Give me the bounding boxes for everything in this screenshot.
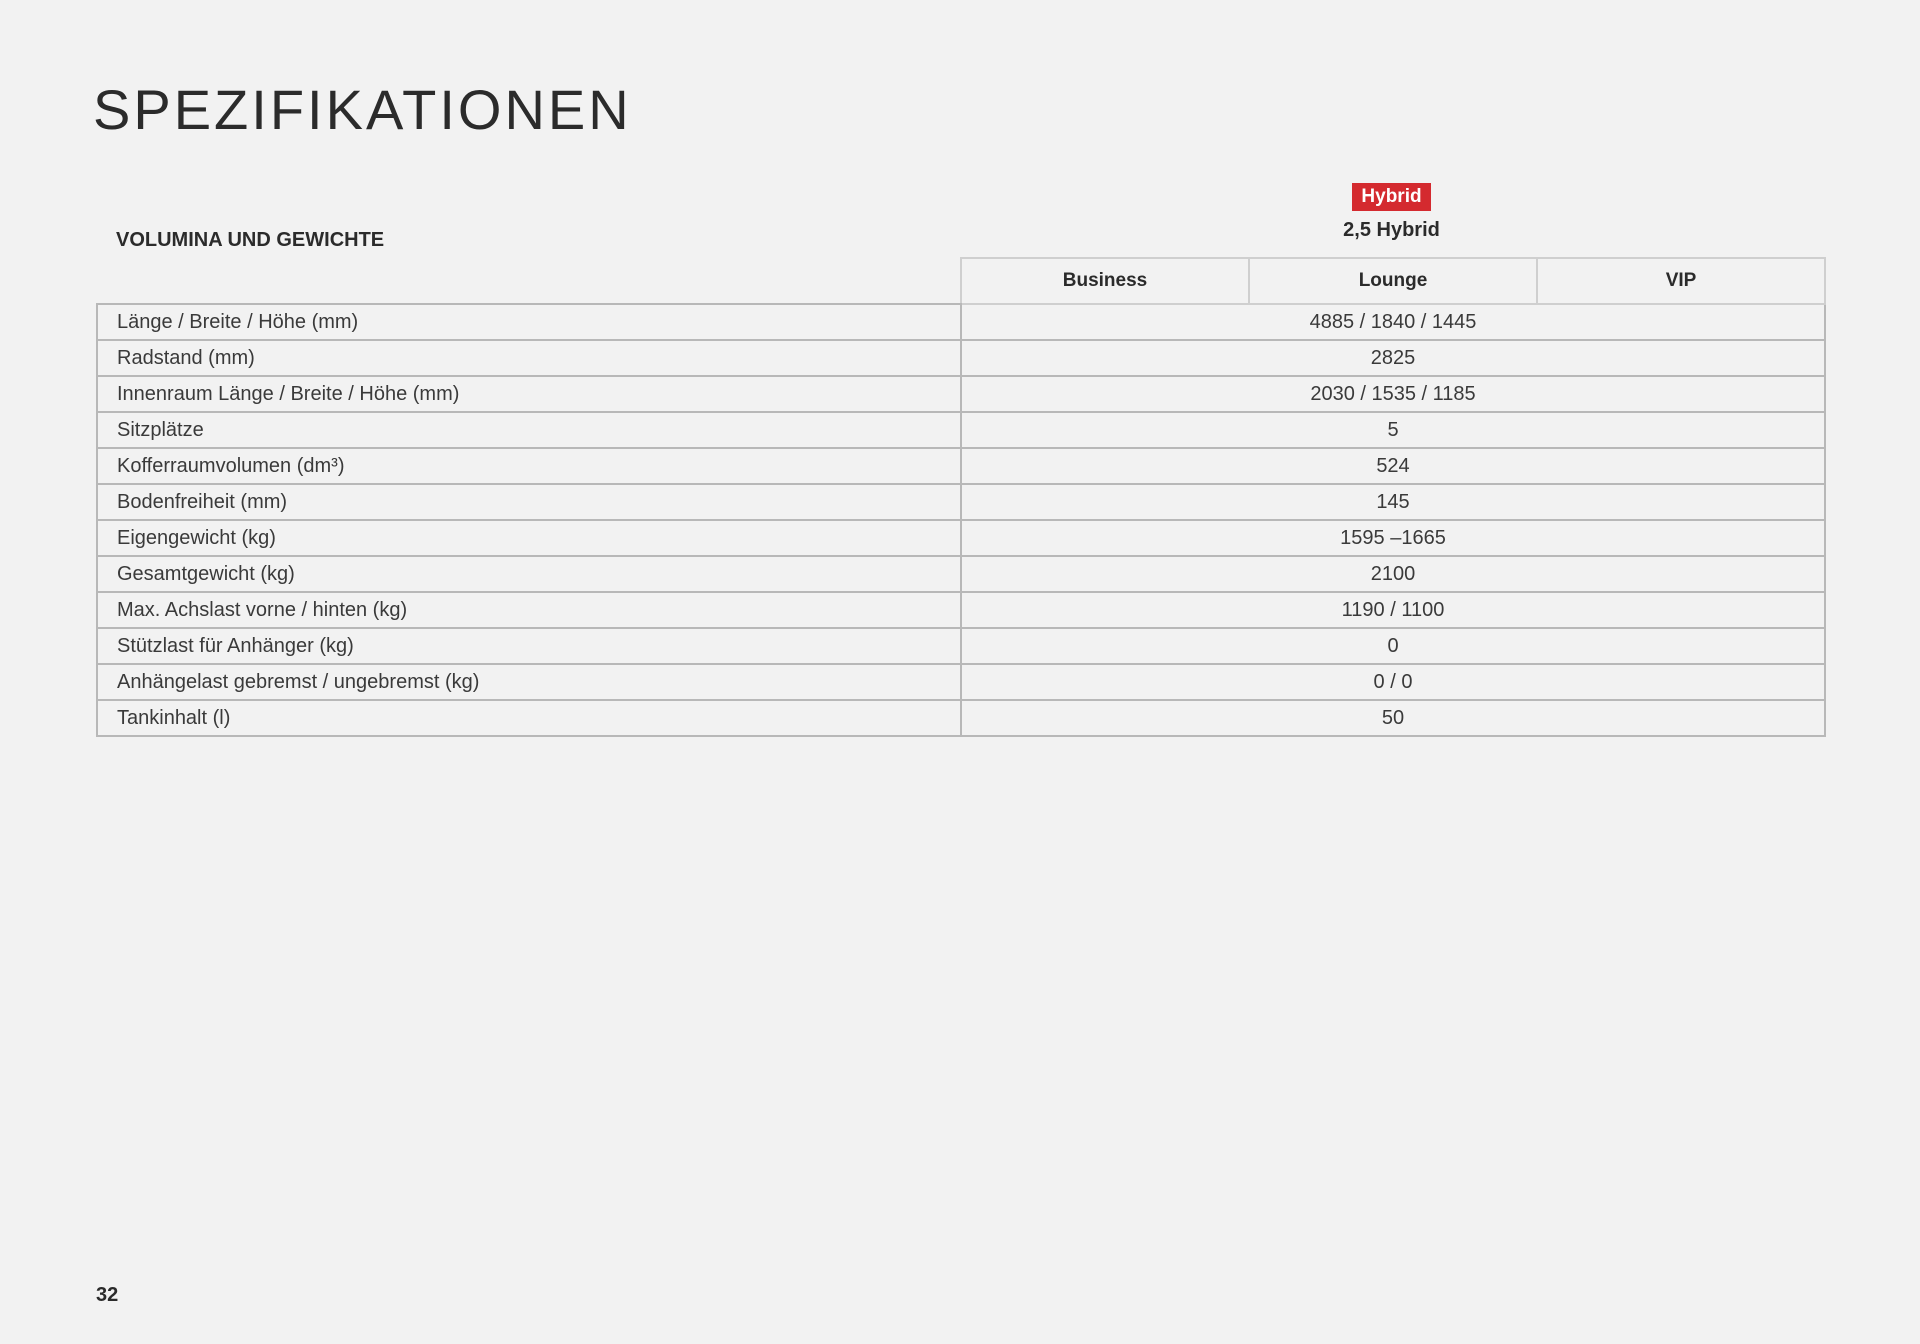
row-label: Eigengewicht (kg) [97,520,961,556]
row-label: Innenraum Länge / Breite / Höhe (mm) [97,376,961,412]
row-label: Gesamtgewicht (kg) [97,556,961,592]
row-label: Radstand (mm) [97,340,961,376]
engine-header [960,183,1823,242]
row-value: 4885 / 1840 / 1445 [961,304,1825,340]
variant-header-lounge: Lounge [1249,258,1537,304]
row-label: Sitzplätze [97,412,961,448]
row-value: 0 [961,628,1825,664]
table-row [97,520,1825,556]
row-value: 2030 / 1535 / 1185 [961,376,1825,412]
variant-header-vip: VIP [1537,258,1825,304]
row-value: 524 [961,448,1825,484]
hybrid-badge: Hybrid [1352,183,1430,211]
table-row [97,628,1825,664]
row-value: 0 / 0 [961,664,1825,700]
engine-name: 2,5 Hybrid [1343,219,1440,241]
table-row [97,484,1825,520]
spec-table [96,257,1826,737]
header-spacer [97,258,961,304]
row-value: 50 [961,700,1825,736]
table-row [97,448,1825,484]
row-label: Stützlast für Anhänger (kg) [97,628,961,664]
row-value: 1190 / 1100 [961,592,1825,628]
table-row [97,376,1825,412]
row-value: 2100 [961,556,1825,592]
row-value: 145 [961,484,1825,520]
variant-header-row [97,258,1825,304]
table-row [97,304,1825,340]
table-row [97,340,1825,376]
row-value: 1595 –1665 [961,520,1825,556]
table-row [97,412,1825,448]
row-value: 5 [961,412,1825,448]
page-title: SPEZIFIKATIONEN [93,78,632,141]
row-label: Länge / Breite / Höhe (mm) [97,304,961,340]
row-label: Tankinhalt (l) [97,700,961,736]
row-label: Max. Achslast vorne / hinten (kg) [97,592,961,628]
table-row [97,556,1825,592]
table-row [97,664,1825,700]
row-value: 2825 [961,340,1825,376]
table-row [97,700,1825,736]
row-label: Bodenfreiheit (mm) [97,484,961,520]
row-label: Anhängelast gebremst / ungebremst (kg) [97,664,961,700]
table-row [97,592,1825,628]
section-heading: VOLUMINA UND GEWICHTE [116,229,385,251]
page-number: 32 [96,1284,119,1306]
row-label: Kofferraumvolumen (dm³) [97,448,961,484]
variant-header-business: Business [961,258,1249,304]
